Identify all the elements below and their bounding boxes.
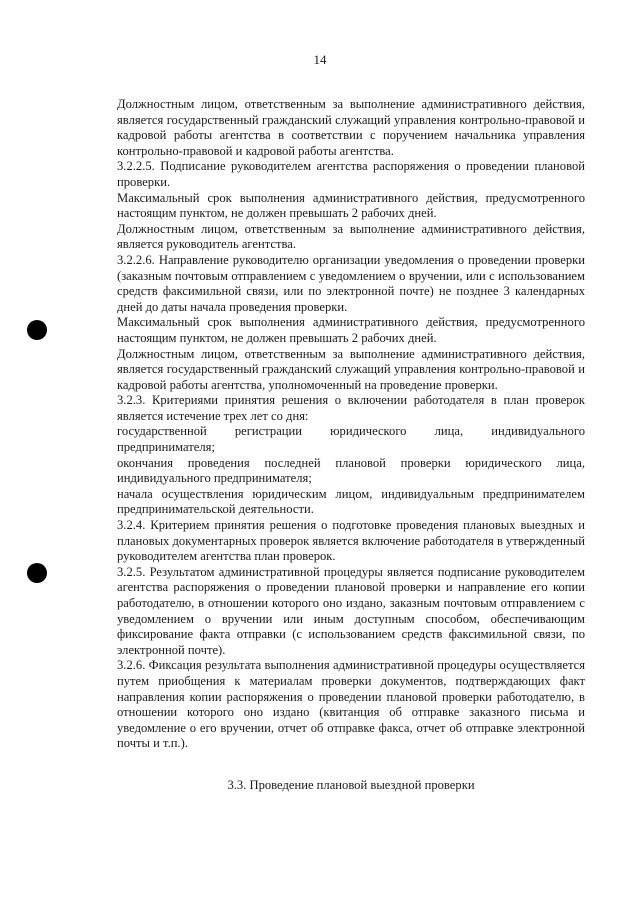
paragraph: 3.2.2.5. Подписание руководителем агентства распоряжения о проведении плановой проверки. <box>117 159 585 189</box>
paragraph: 3.2.3. Критериями принятия решения о включении работодателя в план проверок является истечение трех лет со дня: <box>117 393 585 423</box>
paragraph: 3.2.2.6. Направление руководителю организации уведомления о проведении проверки (заказным почтовым отправлением с уведомлением о вручении, или с использованием средств факсимильной связи, или по электронной почте) не позднее 3 календарных дней до даты начала проведения проверки. <box>117 252 585 314</box>
paragraph: Максимальный срок выполнения административного действия, предусмотренного настоящим пунктом, не должен превышать 2 рабочих дней. <box>117 190 585 221</box>
paragraph: 3.2.5. Результатом административной процедуры является подписание руководителем агентства распоряжения о проведении плановой проверки и направление его копии работодателю, в отношении которого оно издано, заказным почтовым отправлением с уведомлением о вручении или иным доступным способом, обеспечивающим фиксирование факта отправки (с использованием средств факсимильной связи, по электронной почте). <box>117 564 585 657</box>
document-body <box>117 97 585 794</box>
paragraph: государственной регистрации юридического лица, индивидуального предпринимателя; <box>117 424 585 455</box>
paragraph: 3.2.6. Фиксация результата выполнения административной процедуры осуществляется путем приобщения к материалам проверки документов, подтверждающих факт направления копии распоряжения о проведении плановой проверки работодателю, в отношении которого оно издано (квитанция об отправке заказного письма и уведомление о его вручении, отчет об отправке факса, отчет об отправке электронной почты и т.п.). <box>117 658 585 751</box>
punch-hole-top <box>27 320 47 340</box>
paragraph: начала осуществления юридическим лицом, индивидуальным предпринимателем предпринимательской деятельности. <box>117 486 585 517</box>
paragraph: 3.2.4. Критерием принятия решения о подготовке проведения плановых выездных и плановых документарных проверок является включение работодателя в утвержденный руководителем агентства план проверок. <box>117 518 585 564</box>
page-number: 14 <box>313 52 327 67</box>
paragraph: Должностным лицом, ответственным за выполнение административного действия, является государственный гражданский служащий управления контрольно-правовой и кадровой работы агентства в соответствии с поручением начальника управления контрольно-правовой и кадровой работы агентства. <box>117 97 585 158</box>
paragraph: Максимальный срок выполнения административного действия, предусмотренного настоящим пунктом, не должен превышать 2 рабочих дней. <box>117 315 585 345</box>
paragraph: окончания проведения последней плановой проверки юридического лица, индивидуального предпринимателя; <box>117 455 585 486</box>
paragraph: Должностным лицом, ответственным за выполнение административного действия, является руководитель агентства. <box>117 221 585 252</box>
punch-hole-bottom <box>27 563 47 583</box>
paragraph: Должностным лицом, ответственным за выполнение административного действия, является государственный гражданский служащий управления контрольно-правовой и кадровой работы агентства, уполномоченный на проведение проверки. <box>117 346 585 392</box>
section-heading: 3.3. Проведение плановой выездной проверки <box>227 777 475 792</box>
